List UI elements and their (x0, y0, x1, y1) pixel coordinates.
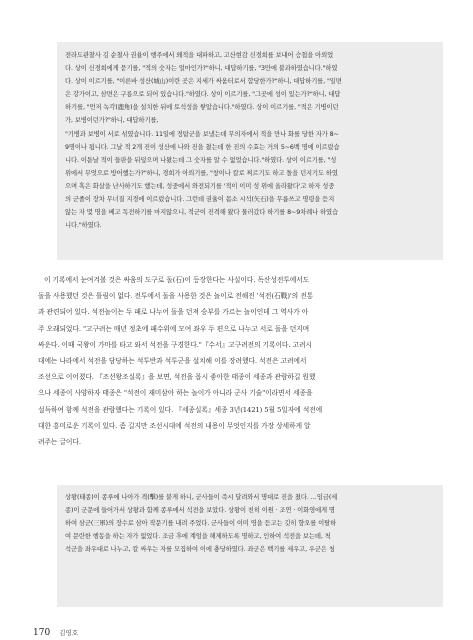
record-line: 하여 삼군(三軍)의 장수로 삼아 작문기를 내려 주었다. 군사들이 이미 영을 듣고는 깃히 향오를 이탈하 (65, 520, 337, 528)
page-number: 170 (33, 628, 51, 638)
body-line: 대에는 나라에서 석전을 담당하는 석투반과 석투군을 설치해 이를 장려했다. 석전은 고려에서 (38, 356, 307, 365)
body-paragraph (38, 272, 442, 450)
body-line: 과 관련되어 있다. 석전놀이는 두 패로 나누어 돌을 던져 승부를 가르는 놀이인데 그 역사가 아 (38, 308, 309, 317)
body-line: 으나 세종이 사양하자 태종은 "석전이 재미삼아 하는 놀이가 아니라 군사 기술"이라면서 세종을 (38, 389, 313, 398)
body-line: 대한 흥미로운 기록이 있다. 좀 길지만 조선시대에 석전의 내용이 무엇인지를 가장 상세하게 알 (38, 421, 311, 430)
quote-line: 9명이나 됩니다. 그날 적 2개 진이 성산에 나와 진을 쳤는데 한 진의 수효는 거의 5~6백 명에 이르렀습 (65, 143, 340, 151)
quoted-passage-lines (65, 49, 437, 232)
quote-line: 하기를, "먼저 녹각(鹿角)을 설치한 뒤에 토석성을 쌓았습니다."하였다. 상이 이르기를, "적은 기병이던 (65, 104, 339, 112)
quote-line: 다. 상이 신경희에게 묻기를, "적의 숫자는 얼마인가?"하니, 대답하기를, "3만에 불과하였습니다."하였 (65, 65, 338, 73)
body-line: 려주는 글이다. (38, 437, 81, 446)
record-line: 여 문란한 행동을 하는 자가 없었다. 조금 후에 계엄을 해제하도록 명하고, 인하여 석전을 보는데, 척 (65, 533, 331, 541)
record-line: 상왕(태종)이 종루에 나아가 격(擊)를 붙게 하니, 군사들이 즉시 달려와서 명대로 진을 쳤다. …임금(세 (65, 494, 338, 501)
quoted-record-box (57, 485, 443, 607)
quote-line: 니다. 이튿날 적이 들판을 뒤덮으며 나왔는데 그 숫자를 알 수 없었습니다."하였다. 상이 이르기를, "성 (65, 156, 337, 164)
quote-line: 전라도관찰사 김 순철사 권율이 행주에서 왜적을 대파하고, 고산현감 신경희를 보내어 승첩을 아뢰었 (65, 52, 334, 59)
quote-line: 은 강가이고, 삼면은 구릉으로 되어 있습니다."하였다. 상이 이르기를, "그곳에 성이 있는가?"하니, 대답 (65, 91, 341, 99)
body-line: 조선으로 이어졌다. 『조선왕조실록』을 보면, 석전을 몹시 좋아한 태종이 세종과 관람하길 원했 (38, 373, 316, 382)
quote-line: 으며 혹은 화살을 난사하기도 했는데, 성중에서 와전되기를 '적이 이미 성 위에 올라왔다'고 하자 성중 (65, 182, 335, 190)
quoted-passage-box (57, 42, 443, 260)
body-line: 돌을 사용했던 것은 틀림이 없다. 전투에서 돌을 사용한 것은 놀이로 전해진 '석전(石戰)'의 전통 (38, 292, 314, 301)
record-line: 종)이 군문에 들어가서 상왕과 함께 종루에서 석전을 보았다. 상왕이 친히 이원 · 조연 · 이화영에게 명 (65, 507, 335, 515)
quote-line: 의 군졸이 장차 무너질 지경에 이르렀습니다. 그런데 권율이 몸소 시석(矢石)을 무릅쓰고 명령을 듣지 (65, 196, 335, 204)
quote-line: 않는 자 몇 명을 베고 독전하기를 마지않으니, 적군이 진격해 왔다 물러갔다 하기를 8~9차례나 하였습 (65, 209, 338, 217)
page-footer (33, 620, 78, 639)
quote-line: 니다."하였다. (65, 222, 102, 230)
quoted-record-lines (65, 491, 437, 556)
quote-line: "기병과 보병이 서로 섞였습니다. 11일에 정탐군을 보냈는데 무의자에서 적을 만나 화를 당한 자가 8~ (65, 130, 339, 138)
quote-line: 가, 보병이던가?"하니, 대답하기를, (65, 117, 159, 125)
body-line: 싸운다. 이때 국왕이 가마를 타고 와서 석전을 구경한다."『수서』고구려전의 기록이다. 고려시 (38, 340, 312, 349)
quote-line: 위에서 무엇으로 방어했는가?"하니, 경희가 아뢰기를, "창이나 칼로 찌르기도 하고 돌을 던지기도 하였 (65, 169, 338, 177)
record-line: 석군을 좌우대로 나누고, 칼 싸우는 자를 모집하여 이에 충당하였다. 좌군은 백기를 세우고, 우군은 청 (65, 546, 335, 554)
author-name: 김영호 (59, 629, 79, 637)
body-line: 주 오래되었다. "고구려는 매년 정초에 패수위에 모여 좌우 두 편으로 나누고 서로 돌을 던지며 (38, 324, 310, 333)
body-line: 이 기록에서 눈여겨볼 것은 싸움의 도구로 돌(石)이 등장한다는 사실이다. 독산성전투에서도 (44, 276, 310, 284)
body-line: 설득하여 함께 석전을 관람했다는 기록이 있다. 『세종실록』세종 3년(1421) 5월 5일자에 석전에 (38, 405, 323, 414)
quote-line: 다. 상이 이르기를, "이른바 성산(城山)이란 곳은 지세가 싸움터로서 합당한가?"하니, 대답하기를, "일면 (65, 78, 342, 86)
